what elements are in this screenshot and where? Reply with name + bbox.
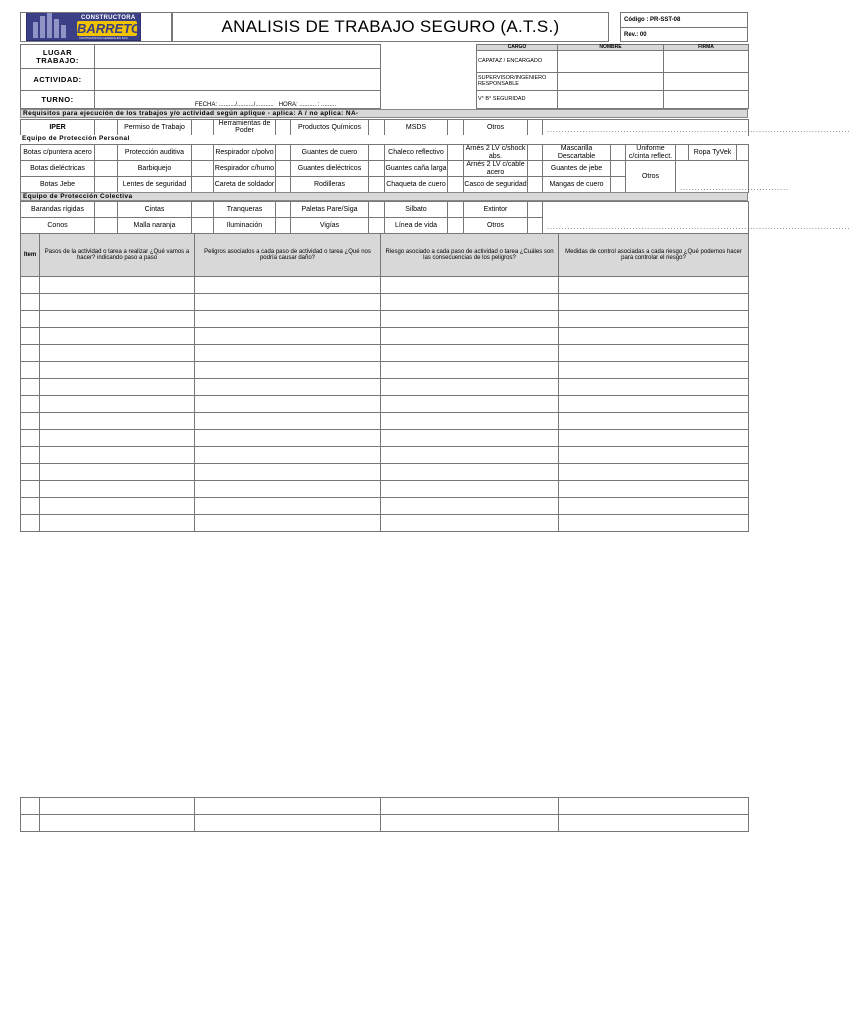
- riesgo-cell[interactable]: [381, 515, 559, 532]
- role-supervisor: SUPERVISOR/INGENIERO RESPONSABLE: [477, 73, 558, 91]
- epp-checkbox[interactable]: [737, 145, 749, 161]
- epp-item: Respirador c/humo: [214, 161, 276, 177]
- epp-checkbox[interactable]: [611, 145, 626, 161]
- pasos-cell[interactable]: [40, 396, 195, 413]
- epp-checkbox[interactable]: [528, 145, 543, 161]
- riesgo-cell[interactable]: [381, 277, 559, 294]
- table-row: [21, 345, 749, 362]
- epp-checkbox[interactable]: [95, 161, 118, 177]
- medidas-cell[interactable]: [559, 294, 749, 311]
- role-capataz: CAPATAZ / ENCARGADO: [477, 51, 558, 73]
- epp-item: Guantes de jebe: [543, 161, 611, 177]
- medidas-cell[interactable]: [559, 345, 749, 362]
- peligros-cell[interactable]: [195, 498, 381, 515]
- medidas-cell[interactable]: [559, 798, 749, 815]
- table-row: [21, 464, 749, 481]
- riesgo-cell[interactable]: [381, 413, 559, 430]
- peligros-cell[interactable]: [195, 328, 381, 345]
- epc-item: Cintas: [118, 202, 192, 218]
- document-code: Código : PR-SST-08: [624, 17, 681, 23]
- epc-item: Extintor: [464, 202, 528, 218]
- nombre-capataz[interactable]: [558, 51, 664, 73]
- epp-item: Lentes de seguridad: [118, 177, 192, 193]
- peligros-cell[interactable]: [195, 413, 381, 430]
- epp-item: Respirador c/polvo: [214, 145, 276, 161]
- item-cell[interactable]: [21, 294, 40, 311]
- epp-checkbox[interactable]: [528, 161, 543, 177]
- req-item: MSDS: [385, 120, 448, 136]
- pasos-cell[interactable]: [40, 430, 195, 447]
- peligros-cell[interactable]: [195, 311, 381, 328]
- medidas-cell[interactable]: [559, 430, 749, 447]
- epp-item: Botas c/puntera acero: [21, 145, 95, 161]
- pasos-cell[interactable]: [40, 481, 195, 498]
- table-row: [21, 277, 749, 294]
- req-checkbox[interactable]: [276, 120, 291, 136]
- peligros-cell[interactable]: [195, 396, 381, 413]
- item-cell[interactable]: [21, 498, 40, 515]
- peligros-cell[interactable]: [195, 345, 381, 362]
- epc-table: [20, 201, 850, 234]
- epp-item: Arnés 2 LV c/cable acero: [464, 161, 528, 177]
- epp-item: Botas Jebe: [21, 177, 95, 193]
- table-row: [21, 413, 749, 430]
- epp-item: Ropa TyVek: [689, 145, 737, 161]
- epp-item: Chaqueta de cuero: [385, 177, 448, 193]
- epc-item: Conos: [21, 218, 95, 234]
- epp-checkbox[interactable]: [276, 145, 291, 161]
- item-cell[interactable]: [21, 798, 40, 815]
- epp-checkbox[interactable]: [276, 177, 291, 193]
- actividad-field[interactable]: [95, 69, 381, 91]
- lugar-label: LUGAR TRABAJO:: [21, 45, 95, 69]
- table-row: [21, 815, 749, 832]
- req-checkbox[interactable]: [448, 120, 464, 136]
- epc-item: Barandas rígidas: [21, 202, 95, 218]
- epc-item: Silbato: [385, 202, 448, 218]
- document-code-box: [620, 12, 748, 42]
- epc-checkbox[interactable]: [528, 218, 543, 234]
- pasos-cell[interactable]: [40, 464, 195, 481]
- medidas-cell[interactable]: [559, 815, 749, 832]
- medidas-cell[interactable]: [559, 379, 749, 396]
- epp-item: Casco de seguridad: [464, 177, 528, 193]
- item-cell[interactable]: [21, 447, 40, 464]
- pasos-cell[interactable]: [40, 328, 195, 345]
- riesgo-cell[interactable]: [381, 498, 559, 515]
- epp-item: Careta de soldador: [214, 177, 276, 193]
- logo-name: BARRETO: [77, 21, 142, 36]
- epc-checkbox[interactable]: [192, 218, 214, 234]
- medidas-cell[interactable]: [559, 481, 749, 498]
- cargo-header: CARGO: [477, 45, 558, 51]
- table-row: [21, 481, 749, 498]
- peligros-cell[interactable]: [195, 798, 381, 815]
- epc-item: Iluminación: [214, 218, 276, 234]
- pasos-cell[interactable]: [40, 362, 195, 379]
- epp-table: [20, 144, 749, 161]
- table-row: [21, 311, 749, 328]
- epc-checkbox[interactable]: [95, 202, 118, 218]
- riesgo-cell[interactable]: [381, 430, 559, 447]
- epp-checkbox[interactable]: [611, 177, 626, 193]
- logo-top-text: CONSTRUCTORA: [81, 15, 136, 21]
- epp-table-lower: [20, 160, 789, 193]
- req-checkbox[interactable]: [369, 120, 385, 136]
- req-item: Otros: [464, 120, 528, 136]
- epc-item: Otros: [464, 218, 528, 234]
- table-row: [21, 328, 749, 345]
- epp-item: Guantes caña larga: [385, 161, 448, 177]
- peligros-cell[interactable]: [195, 277, 381, 294]
- pasos-cell[interactable]: [40, 413, 195, 430]
- ats-header-table: [20, 233, 749, 277]
- item-cell[interactable]: [21, 515, 40, 532]
- work-info-table: [20, 44, 381, 109]
- firma-header: FIRMA: [664, 45, 749, 51]
- item-cell[interactable]: [21, 464, 40, 481]
- item-column-header: Item: [21, 234, 40, 277]
- pasos-column-header: Pasos de la actividad o tarea a realizar ¿Qué vamos a hacer? indicando paso a paso: [40, 234, 195, 277]
- epc-checkbox[interactable]: [192, 202, 214, 218]
- pasos-cell[interactable]: [40, 498, 195, 515]
- table-row: [21, 430, 749, 447]
- epc-otros-field[interactable]: .......................................................................................................: [543, 202, 749, 234]
- riesgo-cell[interactable]: [381, 328, 559, 345]
- epp-item: Mascarilla Descartable: [543, 145, 611, 161]
- epc-item: Vigías: [291, 218, 369, 234]
- riesgo-cell[interactable]: [381, 311, 559, 328]
- medidas-cell[interactable]: [559, 447, 749, 464]
- firma-supervisor[interactable]: [664, 73, 749, 91]
- hora-label: HORA: .......... : .........: [278, 101, 337, 108]
- item-cell[interactable]: [21, 345, 40, 362]
- firma-seguridad[interactable]: [664, 91, 749, 109]
- roles-table: [476, 44, 749, 109]
- turno-label: TURNO:: [21, 91, 95, 109]
- actividad-label: ACTIVIDAD:: [21, 69, 95, 91]
- epc-checkbox[interactable]: [369, 218, 385, 234]
- epc-checkbox[interactable]: [528, 202, 543, 218]
- peligros-cell[interactable]: [195, 481, 381, 498]
- riesgo-cell[interactable]: [381, 379, 559, 396]
- peligros-cell[interactable]: [195, 515, 381, 532]
- table-row: [21, 498, 749, 515]
- riesgo-cell[interactable]: [381, 464, 559, 481]
- peligros-column-header: Peligros asociados a cada paso de actividad o tarea ¿Qué nos podría causar daño?: [195, 234, 381, 277]
- epp-checkbox[interactable]: [528, 177, 543, 193]
- req-otros-field[interactable]: .......................................................................................................: [543, 120, 749, 136]
- item-cell[interactable]: [21, 328, 40, 345]
- epp-checkbox[interactable]: [192, 177, 214, 193]
- pasos-cell[interactable]: [40, 815, 195, 832]
- table-row: [21, 294, 749, 311]
- epp-section-title: Equipo de Protección Personal: [20, 135, 748, 144]
- epp-checkbox[interactable]: [95, 177, 118, 193]
- medidas-cell[interactable]: [559, 328, 749, 345]
- epc-checkbox[interactable]: [369, 202, 385, 218]
- epc-item: Línea de vida: [385, 218, 448, 234]
- pasos-cell[interactable]: [40, 277, 195, 294]
- nombre-header: NOMBRE: [558, 45, 664, 51]
- ats-rows-table: [20, 276, 749, 532]
- req-item: Permiso de Trabajo: [118, 120, 192, 136]
- epp-item: Guantes dieléctricos: [291, 161, 369, 177]
- pasos-cell[interactable]: [40, 294, 195, 311]
- logo-sub-text: CONTRATISTAS GENERALES SAC: [79, 36, 128, 40]
- epp-item: Chaleco reflectivo: [385, 145, 448, 161]
- epp-checkbox[interactable]: [369, 177, 385, 193]
- medidas-cell[interactable]: [559, 413, 749, 430]
- fecha-label: FECHA: ........../........../...........: [195, 101, 274, 108]
- req-checkbox[interactable]: [95, 120, 118, 136]
- pasos-cell[interactable]: [40, 379, 195, 396]
- table-row: [21, 396, 749, 413]
- item-cell[interactable]: [21, 396, 40, 413]
- item-cell[interactable]: [21, 430, 40, 447]
- peligros-cell[interactable]: [195, 379, 381, 396]
- item-cell[interactable]: [21, 413, 40, 430]
- table-row: [21, 362, 749, 379]
- epp-checkbox[interactable]: [676, 145, 689, 161]
- epp-otros-label: Otros: [626, 161, 676, 193]
- epp-checkbox[interactable]: [276, 161, 291, 177]
- medidas-cell[interactable]: [559, 311, 749, 328]
- nombre-seguridad[interactable]: [558, 91, 664, 109]
- epc-checkbox[interactable]: [448, 218, 464, 234]
- epp-checkbox[interactable]: [448, 145, 464, 161]
- epc-checkbox[interactable]: [95, 218, 118, 234]
- epp-checkbox[interactable]: [369, 161, 385, 177]
- lugar-field[interactable]: [95, 45, 381, 69]
- riesgo-cell[interactable]: [381, 798, 559, 815]
- pasos-cell[interactable]: [40, 515, 195, 532]
- pasos-cell[interactable]: [40, 345, 195, 362]
- epc-checkbox[interactable]: [276, 202, 291, 218]
- fecha-hora-field[interactable]: [95, 91, 381, 109]
- ats-rows-table-lower: [20, 797, 749, 832]
- riesgo-cell[interactable]: [381, 815, 559, 832]
- riesgo-cell[interactable]: [381, 396, 559, 413]
- item-cell[interactable]: [21, 379, 40, 396]
- req-item: Herramientas de Poder: [214, 120, 276, 136]
- pasos-cell[interactable]: [40, 798, 195, 815]
- peligros-cell[interactable]: [195, 464, 381, 481]
- epc-item: Tranqueras: [214, 202, 276, 218]
- table-row: [21, 515, 749, 532]
- item-cell[interactable]: [21, 277, 40, 294]
- firma-capataz[interactable]: [664, 51, 749, 73]
- item-cell[interactable]: [21, 362, 40, 379]
- item-cell[interactable]: [21, 311, 40, 328]
- requisitos-section-title: Requisitos para ejecución de los trabajos y/o actividad según aplique - aplica: A / no aplica: NA-: [20, 109, 748, 118]
- riesgo-column-header: Riesgo asociado a cada paso de actividad o tarea ¿Cuáles son las consecuencias de los peligros?: [381, 234, 559, 277]
- document-revision: Rev.: 00: [621, 27, 747, 41]
- item-cell[interactable]: [21, 815, 40, 832]
- epp-item: Uniforme c/cinta reflect.: [626, 145, 676, 161]
- medidas-cell[interactable]: [559, 498, 749, 515]
- riesgo-cell[interactable]: [381, 362, 559, 379]
- epc-item: Paletas Pare/Siga: [291, 202, 369, 218]
- pasos-cell[interactable]: [40, 447, 195, 464]
- epp-item: Guantes de cuero: [291, 145, 369, 161]
- epp-item: Botas dieléctricas: [21, 161, 95, 177]
- role-seguridad: V° B° SEGURIDAD: [477, 91, 558, 109]
- medidas-cell[interactable]: [559, 277, 749, 294]
- page-title: ANALISIS DE TRABAJO SEGURO (A.T.S.): [172, 12, 609, 42]
- peligros-cell[interactable]: [195, 430, 381, 447]
- medidas-cell[interactable]: [559, 464, 749, 481]
- pasos-cell[interactable]: [40, 311, 195, 328]
- req-item: IPER: [21, 120, 95, 136]
- riesgo-cell[interactable]: [381, 345, 559, 362]
- epp-item: Mangas de cuero: [543, 177, 611, 193]
- table-row: [21, 798, 749, 815]
- medidas-cell[interactable]: [559, 396, 749, 413]
- epp-checkbox[interactable]: [192, 145, 214, 161]
- peligros-cell[interactable]: [195, 447, 381, 464]
- epp-item: Protección auditiva: [118, 145, 192, 161]
- epp-otros-field[interactable]: .....................................: [676, 161, 749, 193]
- requisitos-table: [20, 119, 850, 136]
- medidas-cell[interactable]: [559, 515, 749, 532]
- logo-cell: [20, 12, 172, 42]
- epc-checkbox[interactable]: [276, 218, 291, 234]
- epp-checkbox[interactable]: [448, 177, 464, 193]
- epp-item: Barbiquejo: [118, 161, 192, 177]
- medidas-cell[interactable]: [559, 362, 749, 379]
- req-checkbox[interactable]: [192, 120, 214, 136]
- table-row: [21, 447, 749, 464]
- peligros-cell[interactable]: [195, 294, 381, 311]
- peligros-cell[interactable]: [195, 815, 381, 832]
- epp-checkbox[interactable]: [448, 161, 464, 177]
- epc-item: Malla naranja: [118, 218, 192, 234]
- nombre-supervisor[interactable]: [558, 73, 664, 91]
- peligros-cell[interactable]: [195, 362, 381, 379]
- epp-item: Arnés 2 LV c/shock abs.: [464, 145, 528, 161]
- req-checkbox[interactable]: [528, 120, 543, 136]
- epc-section-title: Equipo de Protección Colectiva: [20, 192, 748, 201]
- medidas-column-header: Medidas de control asociadas a cada riesgo ¿Qué podemos hacer para controlar el riesgo?: [559, 234, 749, 277]
- riesgo-cell[interactable]: [381, 294, 559, 311]
- epp-item: Rodilleras: [291, 177, 369, 193]
- epp-checkbox[interactable]: [95, 145, 118, 161]
- riesgo-cell[interactable]: [381, 447, 559, 464]
- epp-checkbox[interactable]: [611, 161, 626, 177]
- riesgo-cell[interactable]: [381, 481, 559, 498]
- epc-checkbox[interactable]: [448, 202, 464, 218]
- item-cell[interactable]: [21, 481, 40, 498]
- epp-checkbox[interactable]: [192, 161, 214, 177]
- table-row: [21, 379, 749, 396]
- epp-checkbox[interactable]: [369, 145, 385, 161]
- req-item: Productos Químicos: [291, 120, 369, 136]
